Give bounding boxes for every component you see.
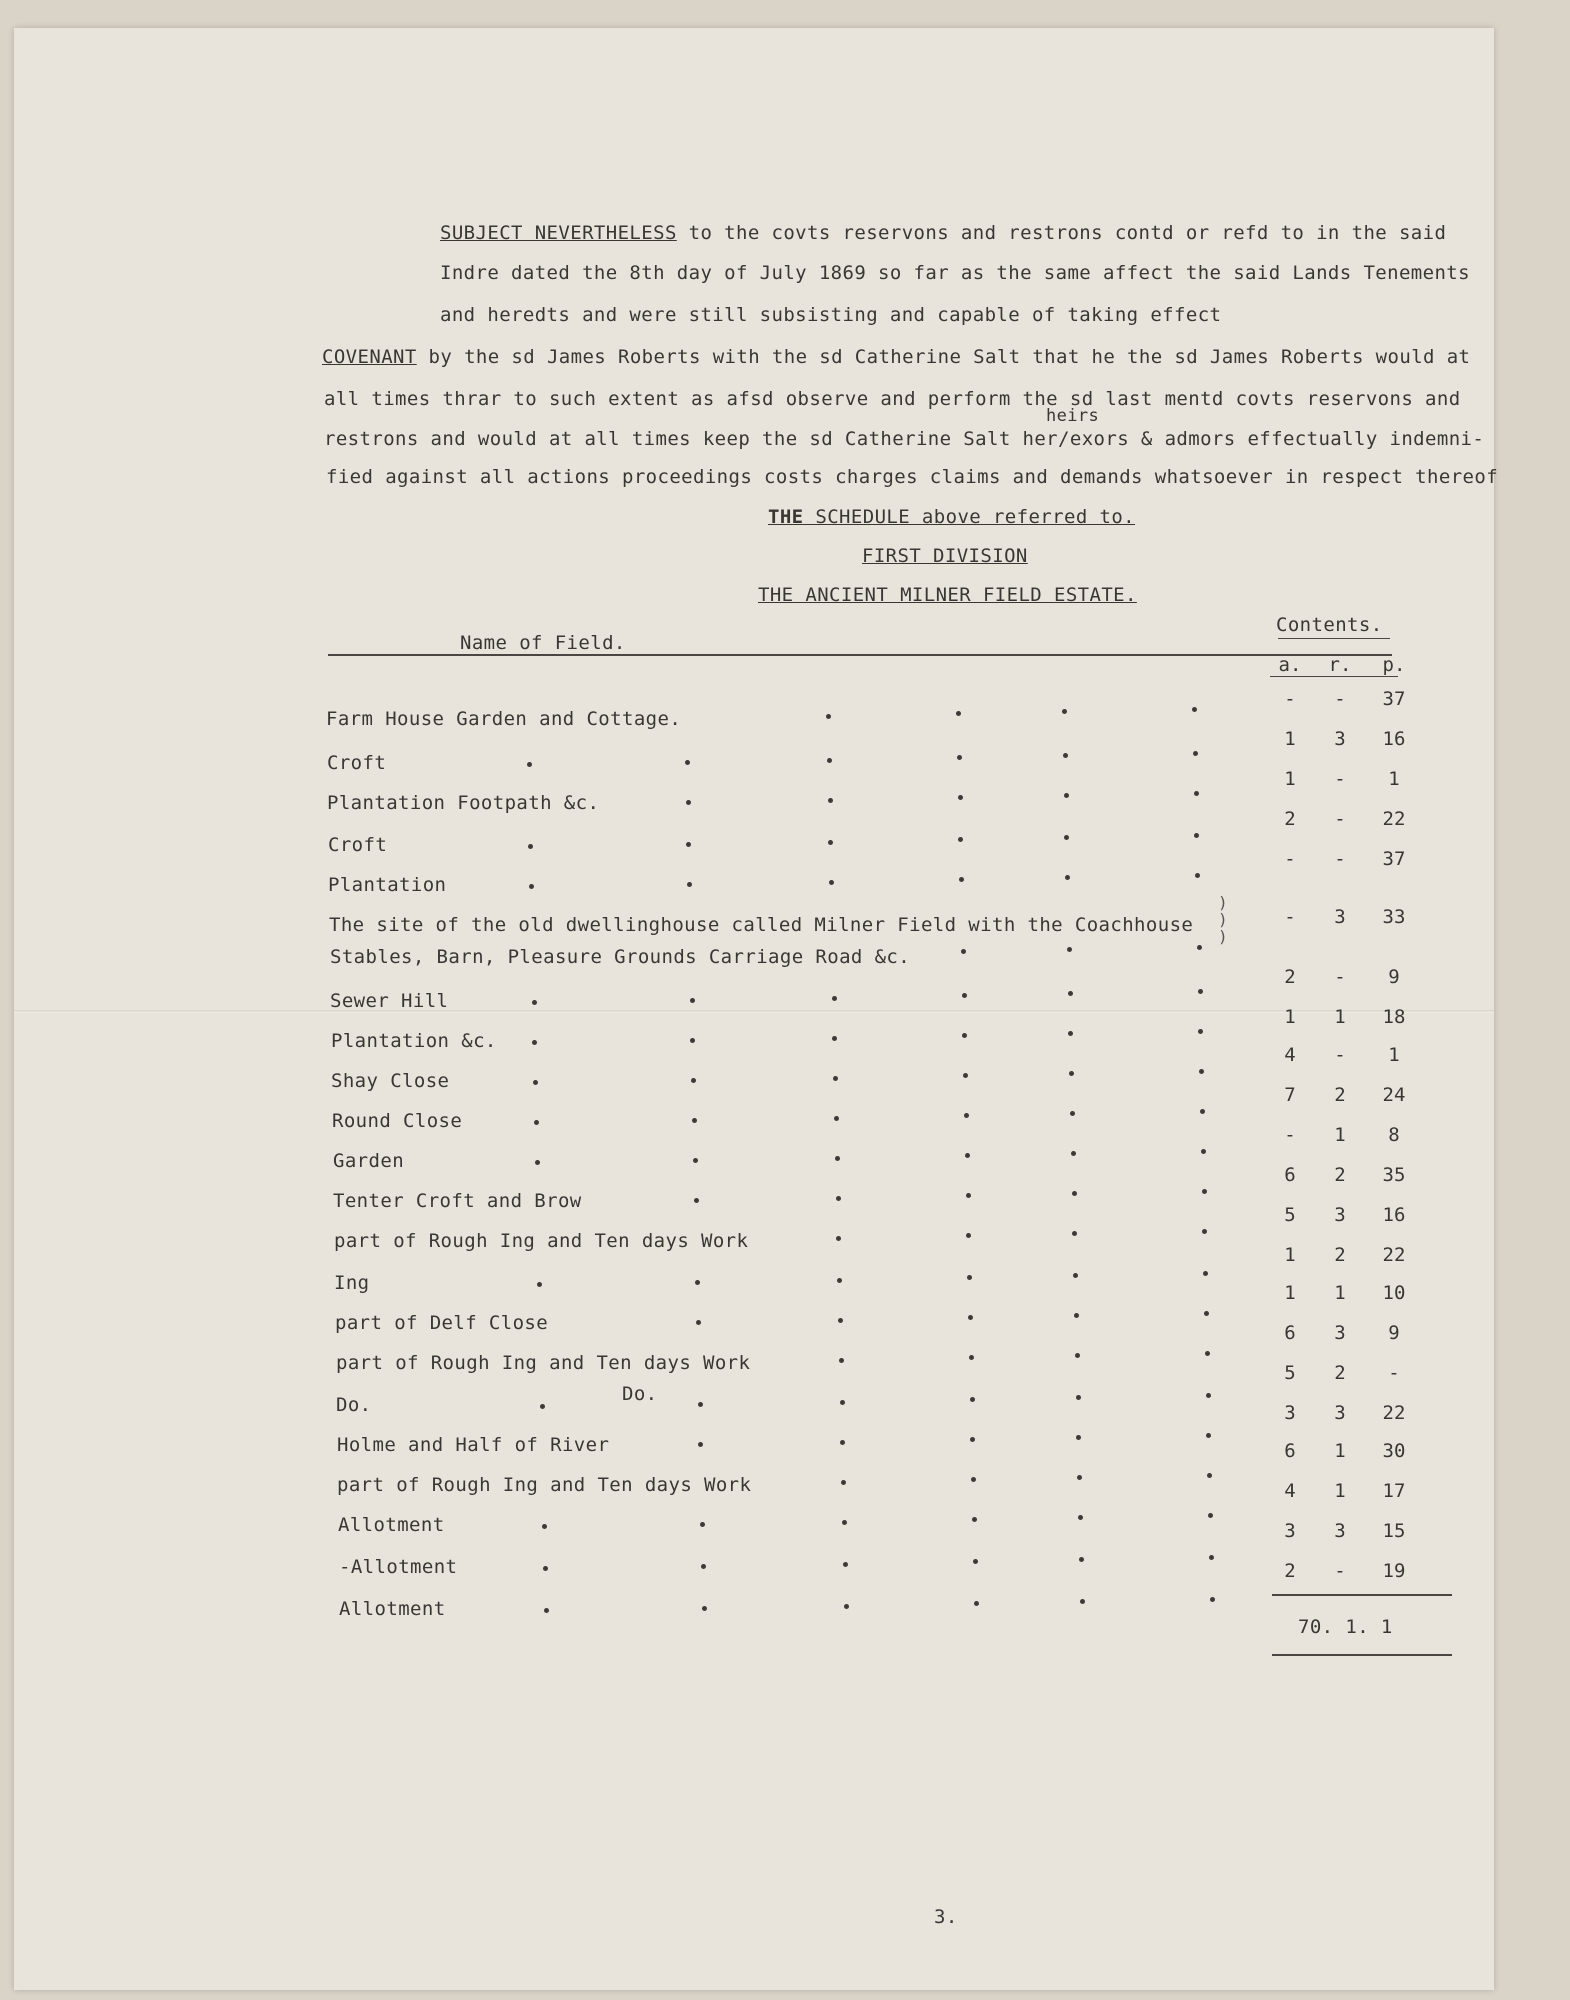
leader-dot [961,949,966,954]
leader-dot [1198,1029,1203,1034]
contents-a: - [1284,906,1296,928]
leader-dot [966,1193,971,1198]
estate-heading: THE ANCIENT MILNER FIELD ESTATE. [758,584,1137,606]
leader-dot [532,1040,537,1045]
leader-dot [529,884,534,889]
contents-p: 16 [1382,1204,1406,1226]
field-name: Croft [327,752,387,774]
leader-dot [972,1517,977,1522]
leader-dot [1205,1351,1210,1356]
leader-dot [842,1520,847,1525]
leader-dot [973,1559,978,1564]
contents-a: 2 [1284,1560,1296,1582]
preamble-line-1-text: to the covts reservons and restrons contd or refd to in the said [676,222,1447,244]
contents-r: 2 [1334,1362,1346,1384]
covenant-line-4: fied against all actions proceedings costs charges claims and demands whatsoever in respect thereof [326,466,1499,488]
contents-r: 3 [1334,1204,1346,1226]
leader-dot [839,1358,844,1363]
field-name: Garden [333,1150,405,1172]
contents-p: 1 [1388,768,1400,790]
contents-underline [1278,638,1390,639]
contents-a: 3 [1284,1520,1296,1542]
contents-r: 1 [1334,1006,1346,1028]
contents-r: - [1334,1044,1346,1066]
preamble-line-2: Indre dated the 8th day of July 1869 so far as the same affect the said Lands Tenements [440,262,1470,284]
contents-r: 1 [1334,1440,1346,1462]
contents-a: 1 [1284,1006,1296,1028]
contents-p: 10 [1382,1282,1406,1304]
contents-a: 1 [1284,1282,1296,1304]
contents-a: 7 [1284,1084,1296,1106]
units-underline [1270,676,1398,677]
field-name: Tenter Croft and Brow [333,1190,582,1212]
contents-a: - [1284,1124,1296,1146]
leader-dot [544,1608,549,1613]
leader-dot [543,1566,548,1571]
leader-dot [1071,1151,1076,1156]
contents-p: 22 [1382,1402,1406,1424]
leader-dot [840,1440,845,1445]
header-rule [328,654,1392,656]
field-name: part of Rough Ing and Ten days Work [334,1230,749,1252]
contents-r: - [1334,688,1346,710]
leader-dot [836,1236,841,1241]
subject-nevertheless: SUBJECT NEVERTHELESS [440,222,677,244]
contents-a: 1 [1284,1244,1296,1266]
field-name: Plantation Footpath &c. [327,792,600,814]
unit-roods: r. [1328,654,1352,676]
ditto-mark: Do. [622,1383,658,1405]
contents-p: 9 [1388,1322,1400,1344]
leader-dot [1064,835,1069,840]
leader-dot [958,837,963,842]
leader-dot [1077,1475,1082,1480]
contents-a: 3 [1284,1402,1296,1424]
leader-dot [700,1522,705,1527]
contents-r: 3 [1334,1402,1346,1424]
leader-dot [686,800,691,805]
leader-dot [967,1275,972,1280]
leader-dot [1202,1229,1207,1234]
contents-a: 4 [1284,1480,1296,1502]
leader-dot [835,1156,840,1161]
leader-dot [1065,875,1070,880]
contents-p: 19 [1382,1560,1406,1582]
leader-dot [1194,833,1199,838]
contents-r: 2 [1334,1164,1346,1186]
leader-dot [828,798,833,803]
unit-perches: p. [1382,654,1406,676]
leader-dot [1069,1071,1074,1076]
leader-dot [834,1116,839,1121]
field-name: Farm House Garden and Cottage. [326,708,682,730]
field-name: Plantation &c. [331,1030,497,1052]
leader-dot [691,1078,696,1083]
leader-dot [1192,707,1197,712]
leader-dot [533,1080,538,1085]
leader-dot [970,1397,975,1402]
contents-r: 1 [1334,1282,1346,1304]
leader-dot [690,998,695,1003]
field-name: Stables, Barn, Pleasure Grounds Carriage Road &c. [330,946,911,968]
leader-dot [837,1278,842,1283]
contents-a: 2 [1284,966,1296,988]
field-name: part of Delf Close [335,1312,549,1334]
contents-p: 37 [1382,688,1406,710]
contents-p: 17 [1382,1480,1406,1502]
leader-dot [841,1480,846,1485]
leader-dot [1080,1599,1085,1604]
contents-p: 1 [1388,1044,1400,1066]
leader-dot [959,877,964,882]
contents-header: Contents. [1276,614,1383,636]
leader-dot [964,1113,969,1118]
contents-p: 9 [1388,966,1400,988]
field-name: Shay Close [331,1070,450,1092]
leader-dot [1074,1313,1079,1318]
leader-dot [1072,1231,1077,1236]
leader-dot [534,1120,539,1125]
leader-dot [542,1524,547,1529]
covenant-line-3: restrons and would at all times keep the sd Catherine Salt her/exors & admors effectually indemni- [324,428,1485,450]
leader-dot [698,1442,703,1447]
field-name: Do. [336,1394,372,1416]
contents-p: 8 [1388,1124,1400,1146]
leader-dot [965,1153,970,1158]
contents-p: 33 [1382,906,1406,928]
leader-dot [692,1118,697,1123]
contents-a: 6 [1284,1164,1296,1186]
leader-dot [963,1073,968,1078]
leader-dot [1193,751,1198,756]
leader-dot [698,1402,703,1407]
field-name: part of Rough Ing and Ten days Work [337,1474,752,1496]
leader-dot [827,758,832,763]
leader-dot [1199,1069,1204,1074]
leader-dot [843,1562,848,1567]
contents-a: 2 [1284,808,1296,830]
preamble-line-1 [440,222,1446,244]
leader-dot [1063,753,1068,758]
leader-dot [1073,1273,1078,1278]
preamble-line-3: and heredts and were still subsisting and capable of taking effect [440,304,1222,326]
contents-p: 18 [1382,1006,1406,1028]
covenant-heading: COVENANT [322,346,417,368]
leader-dot [1075,1353,1080,1358]
leader-dot [1210,1597,1215,1602]
leader-dot [540,1404,545,1409]
field-name: Croft [328,834,388,856]
leader-dot [702,1606,707,1611]
leader-dot [1201,1149,1206,1154]
contents-a: 5 [1284,1362,1296,1384]
field-name: Allotment [339,1598,446,1620]
contents-p: 16 [1382,728,1406,750]
leader-dot [1209,1555,1214,1560]
field-name: part of Rough Ing and Ten days Work [336,1352,751,1374]
leader-dot [1200,1109,1205,1114]
leader-dot [1067,947,1072,952]
leader-dot [690,1038,695,1043]
contents-a: 1 [1284,728,1296,750]
leader-dot [1078,1515,1083,1520]
leader-dot [1202,1189,1207,1194]
leader-dot [1206,1433,1211,1438]
leader-dot [838,1318,843,1323]
name-of-field-header: Name of Field. [460,632,626,654]
total-bottom-rule [1272,1654,1452,1656]
leader-dot [1206,1393,1211,1398]
leader-dot [970,1437,975,1442]
leader-dot [1076,1395,1081,1400]
contents-p: 15 [1382,1520,1406,1542]
leader-dot [1072,1191,1077,1196]
leader-dot [1062,709,1067,714]
contents-r: - [1334,966,1346,988]
leader-dot [958,795,963,800]
leader-dot [962,993,967,998]
leader-dot [696,1320,701,1325]
leader-dot [686,842,691,847]
covenant-line-2: all times thrar to such extent as afsd observe and perform the sd last mentd covts reservons and [324,388,1461,410]
contents-p: 22 [1382,1244,1406,1266]
leader-dot [695,1280,700,1285]
contents-r: 1 [1334,1124,1346,1146]
contents-p: 24 [1382,1084,1406,1106]
leader-dot [836,1196,841,1201]
leader-dot [1195,873,1200,878]
leader-dot [844,1604,849,1609]
contents-r: - [1334,808,1346,830]
leader-dot [966,1233,971,1238]
leader-dot [826,714,831,719]
heirs-insertion: heirs [1046,406,1100,426]
leader-dot [1076,1435,1081,1440]
leader-dot [969,1355,974,1360]
page-number: 3. [934,1906,958,1928]
leader-dot [537,1282,542,1287]
schedule-heading [768,506,1135,528]
unit-acres: a. [1278,654,1302,676]
contents-r: - [1334,768,1346,790]
field-name: Allotment [338,1514,445,1536]
contents-a: 6 [1284,1322,1296,1344]
leader-dot [1208,1513,1213,1518]
covenant-line-1-text: by the sd James Roberts with the sd Catherine Salt that he the sd James Roberts would at [416,346,1471,368]
leader-dot [1203,1271,1208,1276]
field-name: Ing [334,1272,370,1294]
leader-dot [957,755,962,760]
leader-dot [1204,1311,1209,1316]
contents-p: - [1388,1362,1400,1384]
leader-dot [962,1033,967,1038]
leader-dot [532,1000,537,1005]
leader-dot [829,880,834,885]
contents-p: 22 [1382,808,1406,830]
field-name: The site of the old dwellinghouse called Milner Field with the Coachhouse [329,914,1194,936]
contents-r: 3 [1334,1520,1346,1542]
contents-r: - [1334,848,1346,870]
leader-dot [1064,793,1069,798]
leader-dot [974,1601,979,1606]
leader-dot [693,1158,698,1163]
leader-dot [832,996,837,1001]
leader-dot [1194,791,1199,796]
leader-dot [1198,989,1203,994]
contents-r: 2 [1334,1084,1346,1106]
contents-a: 6 [1284,1440,1296,1462]
leader-dot [840,1400,845,1405]
leader-dot [1070,1111,1075,1116]
field-name: Plantation [328,874,447,896]
covenant-line-1 [322,346,1470,368]
leader-dot [528,844,533,849]
contents-a: 1 [1284,768,1296,790]
contents-r: 1 [1334,1480,1346,1502]
brace-mark: ) ) ) [1218,893,1228,946]
contents-r: 3 [1334,1322,1346,1344]
field-name: Round Close [332,1110,463,1132]
leader-dot [1207,1473,1212,1478]
leader-dot [527,762,532,767]
leader-dot [828,840,833,845]
leader-dot [971,1477,976,1482]
leader-dot [685,760,690,765]
contents-p: 35 [1382,1164,1406,1186]
leader-dot [833,1076,838,1081]
contents-a: - [1284,848,1296,870]
schedule-the: THE [768,506,804,528]
leader-dot [535,1160,540,1165]
leader-dot [1068,1031,1073,1036]
contents-r: 3 [1334,906,1346,928]
contents-r: 3 [1334,728,1346,750]
leader-dot [701,1564,706,1569]
leader-dot [1068,991,1073,996]
field-name: Sewer Hill [330,990,449,1012]
schedule-heading-text: SCHEDULE above referred to. [803,506,1136,528]
leader-dot [956,711,961,716]
leader-dot [832,1036,837,1041]
field-name: Holme and Half of River [337,1434,610,1456]
contents-r: 2 [1334,1244,1346,1266]
total-top-rule [1272,1594,1452,1596]
contents-a: 5 [1284,1204,1296,1226]
contents-a: 4 [1284,1044,1296,1066]
division-heading: FIRST DIVISION [862,545,1028,567]
contents-r: - [1334,1560,1346,1582]
field-name: -Allotment [339,1556,458,1578]
leader-dot [687,882,692,887]
leader-dot [1197,945,1202,950]
contents-a: - [1284,688,1296,710]
leader-dot [1079,1557,1084,1562]
contents-p: 30 [1382,1440,1406,1462]
leader-dot [694,1198,699,1203]
total-contents: 70. 1. 1 [1298,1616,1393,1638]
contents-p: 37 [1382,848,1406,870]
leader-dot [968,1315,973,1320]
